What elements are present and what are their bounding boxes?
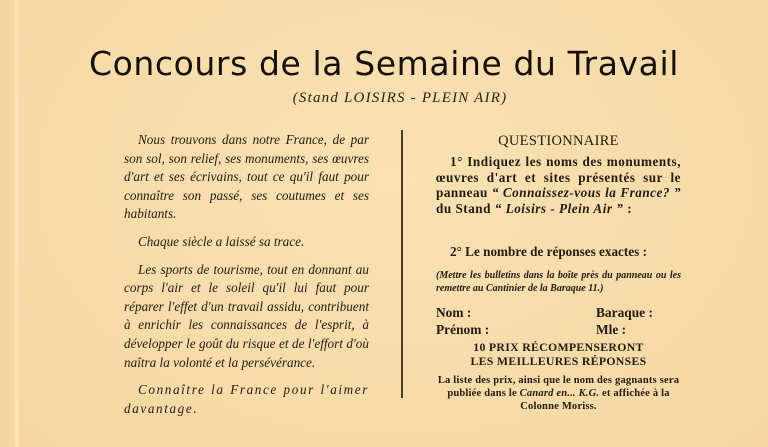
- results-notice: [436, 374, 681, 413]
- results-text-before: La liste des prix, ainsi que le nom des gagnants sera publiée dans le: [437, 375, 680, 399]
- prizes-line-2: LES MEILLEURES RÉPONSES: [470, 353, 647, 368]
- field-mle[interactable]: Mle :: [596, 322, 627, 337]
- question-2-number: 2°: [450, 244, 462, 259]
- prizes-line-1: 10 PRIX RÉCOMPENSERONT: [473, 340, 644, 354]
- document-title: Concours de la Semaine du Travail: [88, 44, 680, 83]
- question-2-text: Le nombre de réponses exactes :: [465, 244, 647, 259]
- stand-name: “ Loisirs - Plein Air ”: [494, 200, 624, 216]
- field-baraque[interactable]: Baraque :: [596, 305, 653, 320]
- field-nom[interactable]: Nom :: [436, 305, 472, 320]
- questionnaire-title: QUESTIONNAIRE: [498, 133, 619, 149]
- question-1-text: Indiquez les noms des monuments, œuvres d'art et sites présentés sur le panneau: [436, 154, 681, 200]
- intro-paragraph-3: Les sports de tourisme, tout en donnant au corps l'air et le soleil qu'il lui faut pour réparer l'effet d'un travail assidu, contribuent à enrichir les connaissances de l'esprit, à développer le goût du risque et de l'effort d'où naîtra la volonté et la persévérance.: [124, 261, 369, 370]
- intro-paragraph-1: Nous trouvons dans notre France, de par son sol, son relief, ses monuments, ses œuvres d'art et ses écrivains, tout ce qu'il faut pour connaître son passé, ses coutumes et ses habitants.: [124, 132, 369, 222]
- submission-note: (Mettre les bulletins dans la boîte près du panneau ou les remettre au Cantinier de la Baraque 11.): [436, 270, 681, 294]
- prizes-announcement: [436, 341, 681, 368]
- publication-name: Canard en... K.G.: [519, 388, 600, 399]
- question-1-stand-label: du Stand: [436, 200, 491, 216]
- intro-paragraph-2: Chaque siècle a laissé sa trace.: [138, 233, 305, 249]
- question-1: [436, 154, 681, 216]
- question-2: [436, 244, 681, 260]
- questionnaire-column: [436, 133, 681, 413]
- question-1-number: 1°: [450, 154, 463, 169]
- document-subtitle: (Stand LOISIRS - PLEIN AIR): [292, 90, 508, 106]
- results-text-after: et affichée à la Colonne Moriss.: [520, 388, 670, 412]
- column-divider: [401, 130, 403, 398]
- intro-paragraph-4: Connaître la France pour l'aimer davantage.: [124, 382, 369, 416]
- question-1-colon: :: [627, 200, 633, 216]
- intro-column: [124, 131, 369, 427]
- entry-fields: [436, 305, 681, 339]
- panel-name: “ Connaissez-vous la France? ”: [491, 185, 681, 200]
- field-prenom[interactable]: Prénom :: [436, 322, 490, 337]
